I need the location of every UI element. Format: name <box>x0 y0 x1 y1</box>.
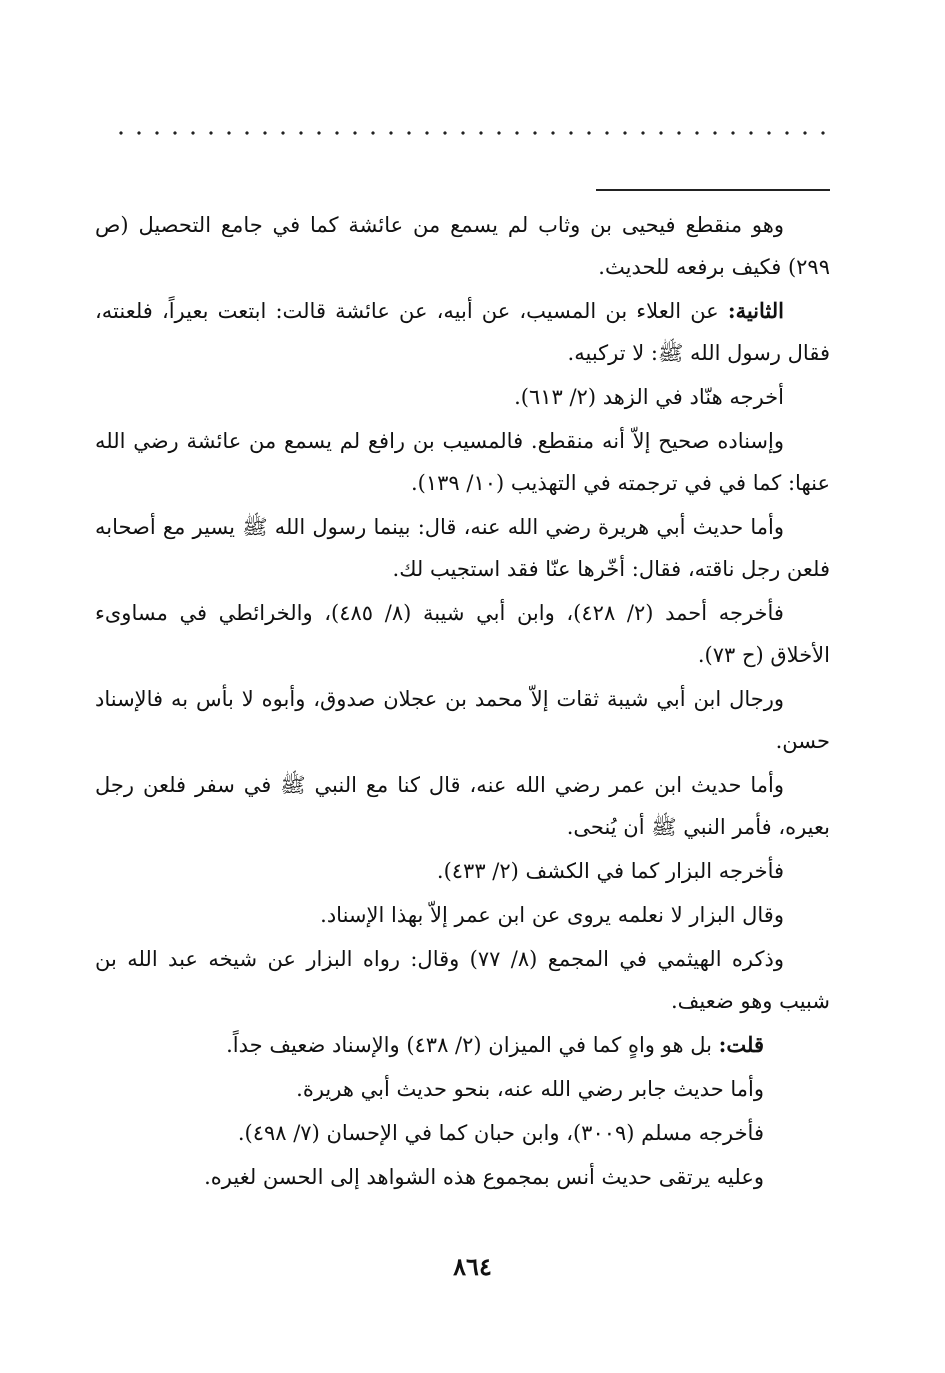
paragraph-5 <box>95 506 830 590</box>
paragraph-3 <box>95 376 830 418</box>
paragraph-9 <box>95 850 830 892</box>
paragraph-14 <box>95 1112 764 1154</box>
footnote-rule <box>596 189 830 191</box>
paragraph-text: عن العلاء بن المسيب، عن أبيه، عن عائشة قالت: ابتعت بعيراً، فلعنته، فقال رسول الله ﷺ: لا تركبيه. <box>95 299 830 365</box>
paragraph-11 <box>95 938 830 1022</box>
page-number: ٨٦٤ <box>453 1252 492 1281</box>
paragraph-10 <box>95 894 830 936</box>
paragraph-text: وقال البزار لا نعلمه يروى عن ابن عمر إلاّ بهذا الإسناد. <box>320 903 784 927</box>
paragraph-12 <box>95 1024 764 1066</box>
paragraph-15 <box>95 1156 764 1198</box>
dotted-separator <box>112 128 830 138</box>
paragraph-13 <box>95 1068 764 1110</box>
paragraph-1 <box>95 204 830 288</box>
paragraph-text: وإسناده صحيح إلاّ أنه منقطع. فالمسيب بن رافع لم يسمع من عائشة رضي الله عنها: كما في في ترجمته في التهذيب (١٠/ ١٣٩). <box>95 429 830 495</box>
paragraph-text: وذكره الهيثمي في المجمع (٨/ ٧٧) وقال: رواه البزار عن شيخه عبد الله بن شبيب وهو ضعيف. <box>95 947 830 1013</box>
paragraph-text: وهو منقطع فيحيى بن وثاب لم يسمع من عائشة كما في جامع التحصيل (ص ٢٩٩) فكيف برفعه للحديث. <box>95 213 830 279</box>
paragraph-text: بل هو واهٍ كما في الميزان (٢/ ٤٣٨) والإسناد ضعيف جداً. <box>226 1033 719 1057</box>
paragraph-text: وأما حديث أبي هريرة رضي الله عنه، قال: بينما رسول الله ﷺ يسير مع أصحابه فلعن رجل ناقته، فقال: أخّرها عنّا فقد استجيب لك. <box>95 515 830 581</box>
paragraph-6 <box>95 592 830 676</box>
paragraph-8 <box>95 764 830 848</box>
paragraph-lead: الثانية: <box>727 298 784 323</box>
footnote-text <box>95 204 830 1200</box>
paragraph-4 <box>95 420 830 504</box>
paragraph-text: وعليه يرتقى حديث أنس بمجموع هذه الشواهد إلى الحسن لغيره. <box>204 1165 764 1189</box>
paragraph-text: فأخرجه أحمد (٢/ ٤٢٨)، وابن أبي شيبة (٨/ ٤٨٥)، والخرائطي في مساوىء الأخلاق (ح ٧٣). <box>95 601 830 667</box>
paragraph-text: أخرجه هنّاد في الزهد (٢/ ٦١٣). <box>514 385 784 409</box>
paragraph-2 <box>95 290 830 374</box>
paragraph-text: فأخرجه البزار كما في الكشف (٢/ ٤٣٣). <box>436 859 784 883</box>
paragraph-lead: قلت: <box>718 1032 764 1057</box>
paragraph-text: وأما حديث ابن عمر رضي الله عنه، قال كنا مع النبي ﷺ في سفر فلعن رجل بعيره، فأمر النبي ﷺ أن يُنحى. <box>95 773 830 839</box>
paragraph-text: ورجال ابن أبي شيبة ثقات إلاّ محمد بن عجلان صدوق، وأبوه لا بأس به فالإسناد حسن. <box>95 687 830 753</box>
paragraph-text: فأخرجه مسلم (٣٠٠٩)، وابن حبان كما في الإحسان (٧/ ٤٩٨). <box>237 1121 764 1145</box>
paragraph-text: وأما حديث جابر رضي الله عنه، بنحو حديث أبي هريرة. <box>296 1077 764 1101</box>
paragraph-7 <box>95 678 830 762</box>
